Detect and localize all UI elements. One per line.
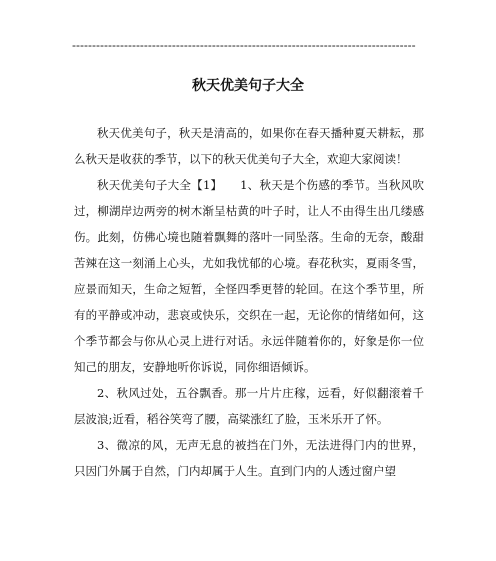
document-title: 秋天优美句子大全 (192, 78, 304, 94)
header-dashed-rule: -------------------------------------------------------------------------------------- (72, 38, 416, 52)
document-body (74, 120, 424, 484)
paragraph-intro: 秋天优美句子，秋天是清高的，如果你在春天播种夏天耕耘，那么秋天是收获的季节，以下的秋天优美句子大全，欢迎大家阅读！ (74, 126, 424, 166)
paragraph-2: 2、秋风过处，五谷飘香。那一片片庄稼，远看，好似翻滚着千层波浪;近看，稻谷笑弯了腰，高粱涨红了脸，玉米乐开了怀。 (74, 386, 424, 426)
paragraph-1: 秋天优美句子大全【1】 1、秋天是个伤感的季节。当秋风吹过，柳湖岸边两旁的树木渐呈枯黄的叶子时，让人不由得生出几缕感伤。此刻，仿佛心境也随着飘舞的落叶一同坠落。生命的无奈，酸甜苦辣在这一刻涌上心头，尤如我忧郁的心境。春花秋实，夏雨冬雪，应景而知天，生命之短暂，全怪四季更替的轮回。在这个季节里，所有的平静或冲动，悲哀或快乐，交织在一起，无论你的情绪如何，这个季节都会与你从心灵上进行对话。永远伴随着你的，好象是你一位知己的朋友，安静地听你诉说，同你细语倾诉。 (74, 178, 424, 374)
paragraph-3: 3、微凉的风，无声无息的被挡在门外，无法进得门内的世界，只因门外属于自然，门内却属于人生。直到门内的人透过窗户望 (74, 438, 424, 478)
